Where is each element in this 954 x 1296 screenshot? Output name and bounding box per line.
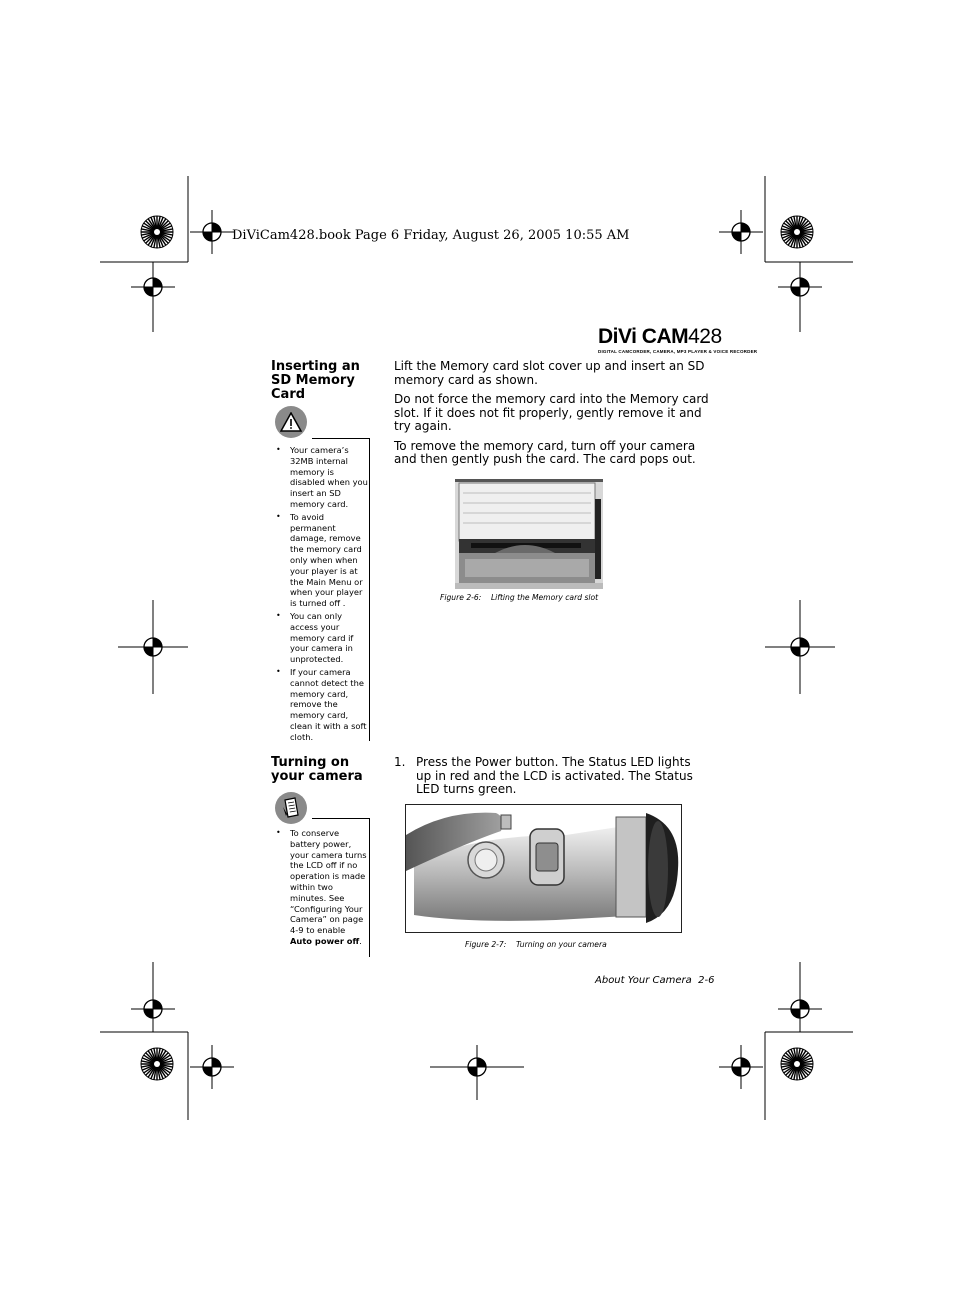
book-header-line: DiViCam428.book Page 6 Friday, August 26, 2005 10:55 AM [232,228,630,243]
figure-2-7-caption [465,940,607,949]
divicam-logo [598,325,758,354]
warning-triangle-icon [275,406,307,438]
list-item: • If your camera cannot detect the memory card, remove the memory card, clean it with a soft cloth. [272,667,368,743]
logo-tagline: DIGITAL CAMCORDER, CAMERA, MP3 PLAYER & VOICE RECORDER [598,349,758,354]
figure-memory-card-slot-photo [455,479,603,589]
figure-2-6-caption [440,593,598,602]
figure-caption-text: Turning on your camera [515,940,607,949]
note-text: To conserve battery power, your camera turns the LCD off if no operation is made within two minutes. See “Configuring Your Camera” on page 4-9 to enable [290,828,367,936]
paragraph: To remove the memory card, turn off your camera and then gently push the card. The card pops out. [394,438,696,466]
sd-card-note-list [272,445,368,743]
power-notes [272,828,368,949]
tip-note-icon [275,792,307,824]
list-item: • Your camera’s 32MB internal memory is disabled when you insert an SD memory card. [272,445,368,510]
auto-power-off-term: Auto power off [290,935,360,946]
step-item [394,756,708,797]
figure-power-button-photo [405,804,682,933]
logo-word: DiVi CAM [598,325,689,348]
figure-label: Figure 2-7: [465,940,507,949]
list-item [272,828,368,947]
paragraph: Lift the Memory card slot cover up and insert an SD memory card as shown. [394,359,705,387]
list-item: • You can only access your memory card if your camera in unprotected. [272,611,368,665]
figure-caption-text: Lifting the Memory card slot [490,593,599,602]
logo-number: 428 [688,325,722,348]
step-text: Press the Power button. The Status LED lights up in red and the LCD is activated. The Status LED turns green. [416,755,693,796]
power-step-list [394,756,708,797]
section-title-sd-card: Inserting an SD Memory Card [271,359,360,402]
list-item: • To avoid permanent damage, remove the memory card only when when your player is at the Main Menu or when your player is turned off . [272,512,368,609]
power-note-list [272,828,368,947]
step-number: 1. [394,755,406,769]
note-text-end: . [359,935,362,946]
sd-card-instructions [394,360,709,467]
section-title-turning-on: Turning on your camera [271,755,363,784]
sd-card-notes [272,445,368,745]
figure-label: Figure 2-6: [440,593,482,602]
page-footer: About Your Camera 2-6 [595,975,715,986]
paragraph: Do not force the memory card into the Memory card slot. If it does not fit properly, gently remove it and try again. [394,392,709,433]
